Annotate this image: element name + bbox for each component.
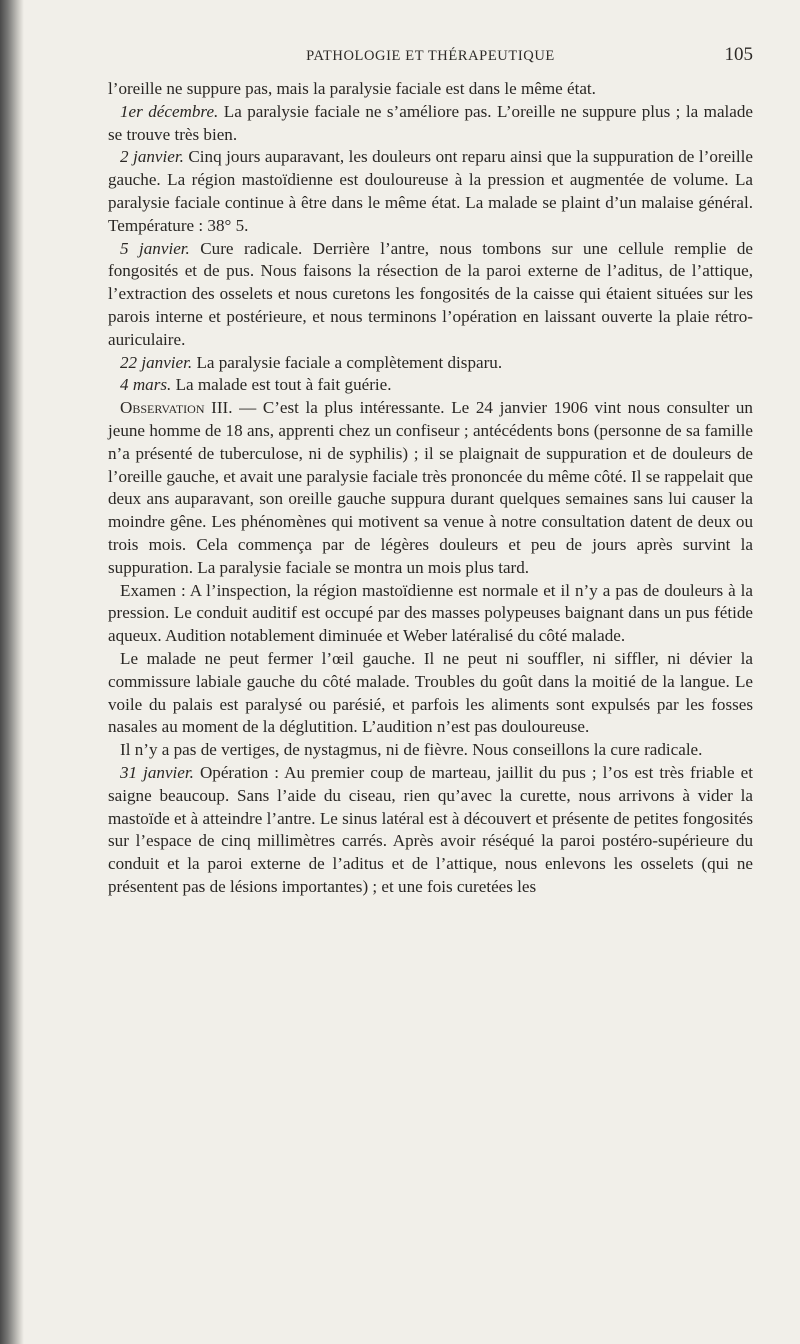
paragraph (108, 739, 753, 762)
paragraph-text: La malade est tout à fait guérie. (171, 375, 392, 395)
book-page (108, 44, 753, 899)
body-text (108, 78, 753, 899)
paragraph-text: Il n’y a pas de vertiges, de nystagmus, ni de fièvre. Nous conseillons la cure radicale. (120, 740, 703, 760)
book-binding-shadow (0, 0, 24, 1344)
paragraph-date: 22 janvier. (120, 352, 193, 372)
paragraph-text: Examen : A l’inspection, la région mastoïdienne est normale et il n’y a pas de douleurs à la pression. Le conduit auditif est occupé par des masses polypeuses baignant dans un pus fétide aqueux. Audition notablement diminuée et Weber latéralisé du côté malade. (108, 580, 753, 646)
paragraph-text: Le malade ne peut fermer l’œil gauche. Il ne peut ni souffler, ni siffler, ni dévier la commissure labiale gauche du côté malade. Troubles du goût dans la moitié de la langue. Le voile du palais est paralysé ou parésié, et parfois les aliments sont expulsés par les fosses nasales au moment de la déglutition. L’audition n’est pas douloureuse. (108, 648, 753, 737)
paragraph-text: Cure radicale. Derrière l’antre, nous tombons sur une cellule remplie de fongosités et de pus. Nous faisons la résection de la paroi externe de l’aditus, de l’attique, l’extraction des osselets et nous curetons les fongosités de la caisse qui étaient situées sur les parois interne et postérieure, et nous terminons l’opération en laissant ouverte la plaie rétro-auriculaire. (108, 238, 753, 349)
observation-heading: Observation III. (120, 398, 233, 418)
paragraph (108, 101, 753, 147)
paragraph (108, 762, 753, 899)
paragraph-text: Opération : Au premier coup de marteau, jaillit du pus ; l’os est très friable et saigne beaucoup. Sans l’aide du ciseau, rien qu’avec la curette, nous arrivons à vider la mastoïde et à atteindre l’antre. Le sinus latéral est à découvert et présente de petites fongosités sur l’espace de cinq millimètres carrés. Après avoir réséqué la paroi postéro-supérieure du conduit et la paroi externe de l’aditus et de l’attique, nous enlevons les osselets (qui ne présentent pas de lésions importantes) ; et une fois curetées les (108, 762, 753, 896)
paragraph-date: 31 janvier. (120, 762, 194, 782)
paragraph (108, 352, 753, 375)
page-number: 105 (724, 44, 753, 65)
paragraph (108, 146, 753, 237)
paragraph-date: 1er décembre. (120, 101, 219, 121)
paragraph (108, 78, 753, 101)
paragraph-text: La paralysie faciale a complètement disparu. (192, 352, 503, 372)
paragraph-text: — C’est la plus intéressante. Le 24 janvier 1906 vint nous consulter un jeune homme de 18 ans, apprenti chez un confiseur ; antécédents bons (personne de sa famille n’a présenté de tuberculose, ni de syphilis) ; il se plaignait de suppuration et de douleurs de l’oreille gauche, et avait une paralysie faciale très prononcée du même côté. Il se rappelait que deux ans auparavant, son oreille gauche suppura durant quelques semaines sans lui causer la moindre gêne. Les phénomènes qui motivent sa venue à notre consultation datent de deux ou trois mois. Cela commença par de légères douleurs et peu de jours après survint la suppuration. La paralysie faciale se montra un mois plus tard. (108, 398, 753, 577)
observation-paragraph (108, 397, 753, 579)
paragraph (108, 374, 753, 397)
paragraph-date: 4 mars. (120, 375, 172, 395)
paragraph-date: 5 janvier. (120, 238, 190, 258)
paragraph (108, 580, 753, 648)
running-title: PATHOLOGIE ET THÉRAPEUTIQUE (306, 48, 555, 64)
page-header (108, 44, 753, 78)
paragraph (108, 648, 753, 739)
paragraph-text: La paralysie faciale ne s’améliore pas. L’oreille ne suppure plus ; la malade se trouve très bien. (108, 101, 753, 144)
paragraph-text: l’oreille ne suppure pas, mais la paralysie faciale est dans le même état. (108, 79, 596, 98)
paragraph-text: Cinq jours auparavant, les douleurs ont reparu ainsi que la suppuration de l’oreille gauche. La région mastoïdienne est douloureuse à la pression et augmentée de volume. La paralysie faciale continue à être dans le même état. La malade se plaint d’un malaise général. Température : 38° 5. (108, 147, 753, 235)
paragraph (108, 238, 753, 352)
paragraph-date: 2 janvier. (120, 147, 184, 167)
